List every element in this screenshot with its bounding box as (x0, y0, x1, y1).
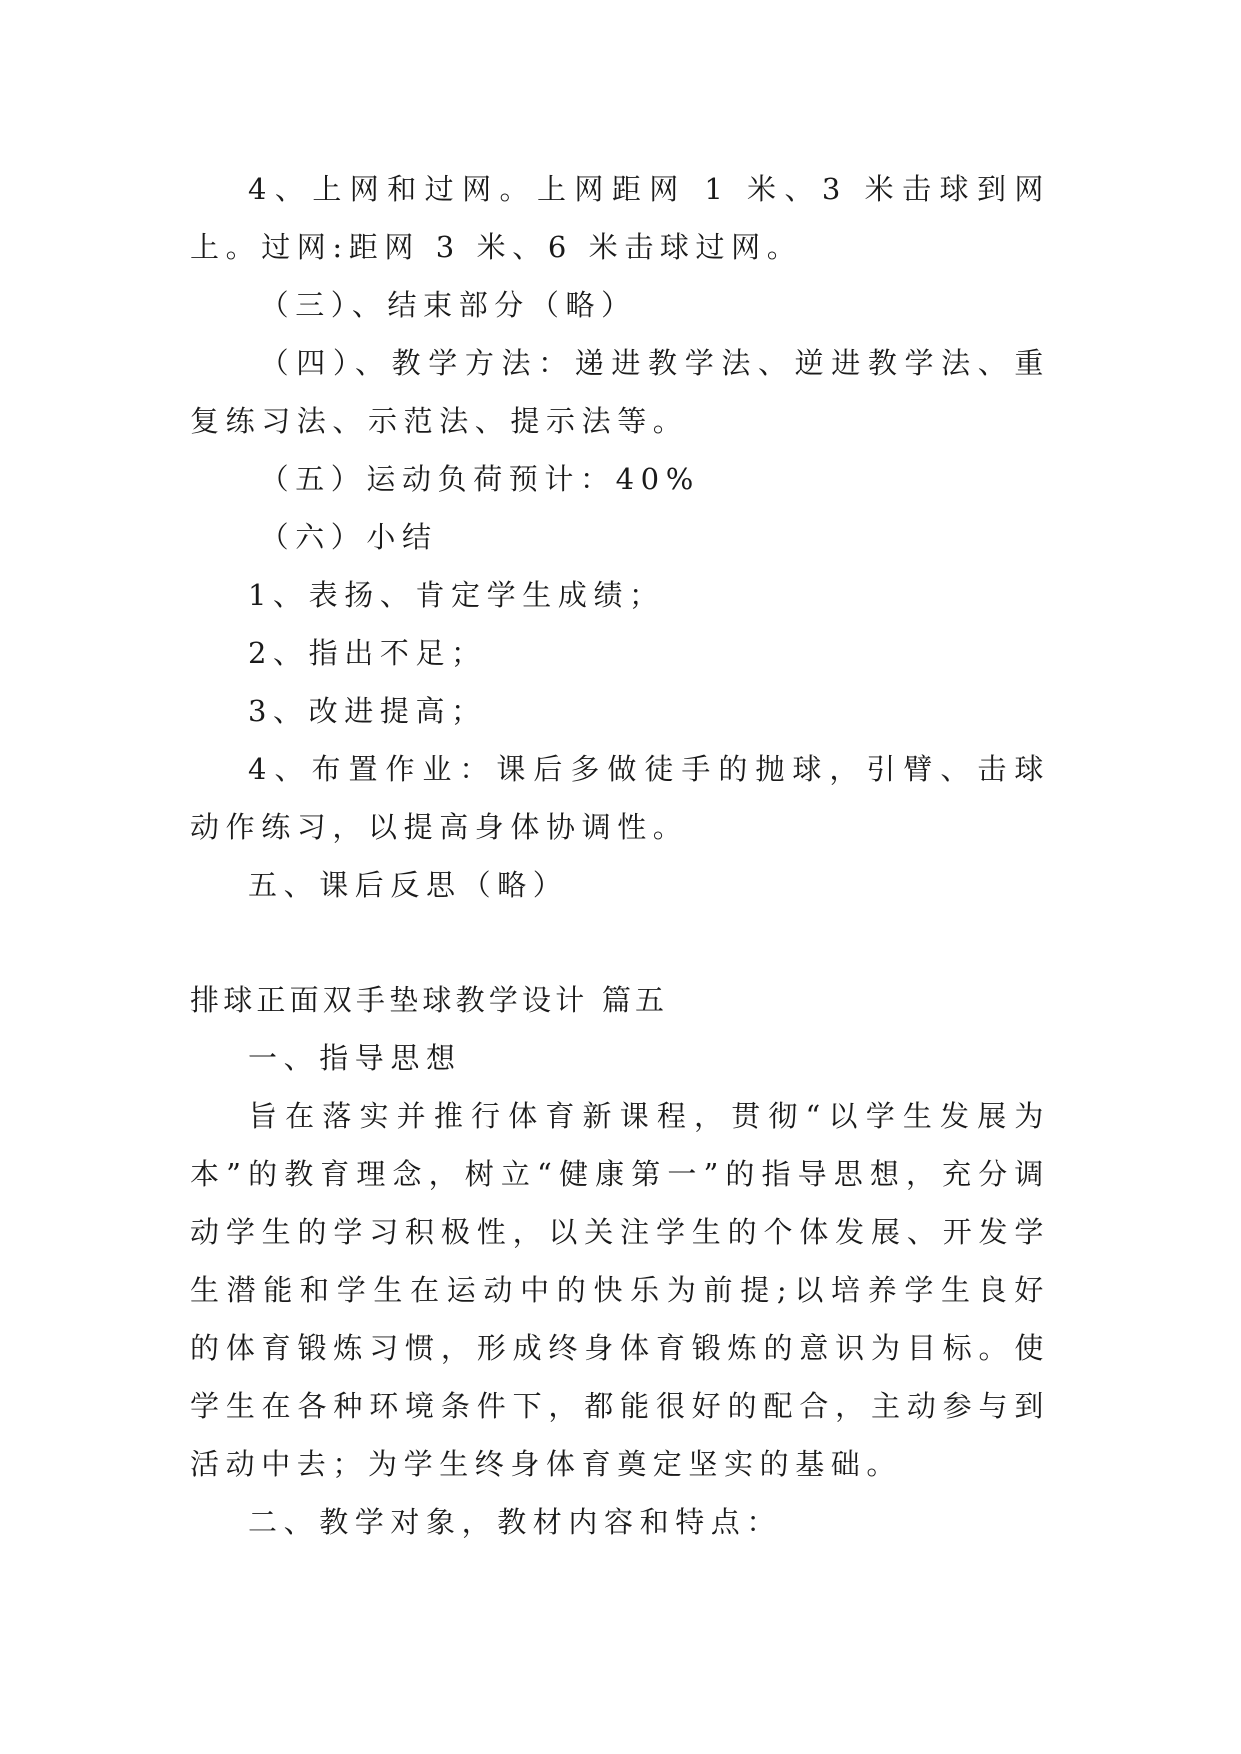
paragraph-reflection: 五、课后反思（略） (248, 868, 569, 902)
heading-teaching-object: 二、教学对象，教材内容和特点： (248, 1505, 783, 1539)
paragraph-summary-item-1: 1、表扬、肯定学生成绩； (248, 578, 665, 612)
paragraph-summary-item-3: 3、改进提高； (248, 694, 487, 728)
paragraph-ending-part: （三）、结束部分（略） (259, 288, 637, 322)
paragraph-summary-item-4: 4、布置作业：课后多做徒手的抛球，引臂、击球动作练习，以提高身体协调性。 (190, 752, 1050, 844)
paragraph-net-practice: 4、上网和过网。上网距网 1 米、3 米击球到网上。过网:距网 3 米、6 米击球过网。 (190, 172, 1050, 264)
paragraph-teaching-methods: （四）、教学方法：递进教学法、逆进教学法、重复练习法、示范法、提示法等。 (190, 346, 1050, 438)
document-body (190, 160, 1050, 1551)
section-title: 排球正面双手垫球教学设计 篇五 (190, 983, 669, 1017)
paragraph-summary-item-2: 2、指出不足； (248, 636, 487, 670)
paragraph-exercise-load: （五）运动负荷预计：40% (259, 462, 700, 496)
paragraph-guiding-ideology: 旨在落实并推行体育新课程，贯彻“以学生发展为本”的教育理念，树立“健康第一”的指导思想，充分调动学生的学习积极性，以关注学生的个体发展、开发学生潜能和学生在运动中的快乐为前提;以培养学生良好的体育锻炼习惯，形成终身体育锻炼的意识为目标。使学生在各种环境条件下，都能很好的配合，主动参与到活动中去；为学生终身体育奠定坚实的基础。 (190, 1099, 1050, 1481)
heading-guiding-ideology: 一、指导思想 (248, 1041, 462, 1075)
paragraph-summary-heading: （六）小结 (259, 520, 438, 554)
